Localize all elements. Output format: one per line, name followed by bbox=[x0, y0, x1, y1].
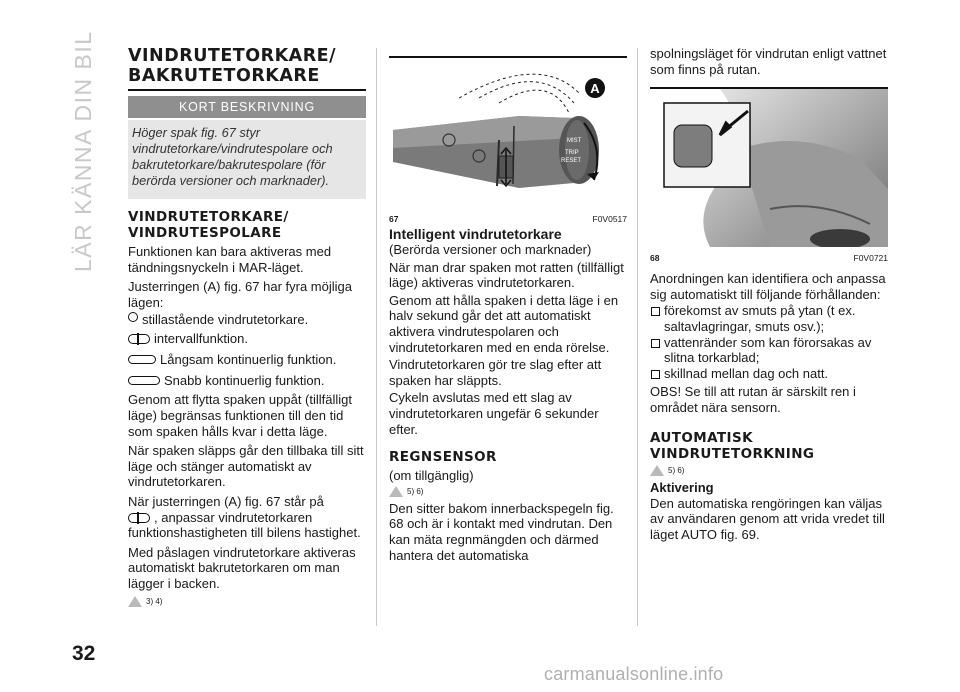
list-item bbox=[650, 303, 888, 334]
paragraph: När spaken släpps går den tillbaka till sitt läge och stänger automatiskt av vindrutetorkaren. bbox=[128, 443, 364, 490]
warning-reference bbox=[128, 596, 366, 607]
overview-bar: KORT BESKRIVNING bbox=[128, 96, 366, 118]
mode-label: Långsam kontinuerlig funktion. bbox=[160, 352, 337, 368]
section-heading-line-2: VINDRUTETORKNING bbox=[650, 445, 815, 462]
column-3 bbox=[650, 46, 888, 546]
watermark: carmanualsonline.info bbox=[544, 664, 724, 684]
lever-label-trip: TRIP bbox=[565, 150, 579, 156]
warning-reference bbox=[389, 486, 627, 497]
interval-position-icon bbox=[128, 513, 150, 523]
paragraph: (Berörda versioner och marknader) bbox=[389, 242, 592, 257]
list-item-text: vattenränder som kan förorsakas av slitna torkarblad; bbox=[664, 334, 872, 366]
figure-code: F0V0721 bbox=[853, 253, 888, 264]
list-item bbox=[650, 366, 888, 382]
side-section-label: LÄR KÄNNA DIN BIL bbox=[70, 30, 96, 272]
fast-position-icon bbox=[128, 376, 160, 385]
paragraph: Cykeln avslutas med ett slag av vindrutetorkaren ungefär 6 sekunder efter. bbox=[389, 390, 599, 437]
mode-slow bbox=[128, 351, 366, 368]
subheading-activation: Aktivering bbox=[650, 479, 714, 495]
warning-triangle-icon bbox=[650, 465, 664, 476]
section-heading-auto-wiping bbox=[650, 430, 888, 462]
lever-label-mist: MIST bbox=[567, 138, 582, 144]
section-heading-rain-sensor: REGNSENSOR bbox=[389, 449, 497, 466]
mode-label: Snabb kontinuerlig funktion. bbox=[164, 373, 325, 389]
column-divider bbox=[376, 48, 377, 626]
mode-label: stillastående vindrutetorkare. bbox=[142, 312, 309, 328]
page-title bbox=[128, 46, 366, 86]
paragraph: OBS! Se till att rutan är särskilt ren i området nära sensorn. bbox=[650, 384, 856, 415]
figure-number: 68 bbox=[650, 253, 660, 264]
title-rule bbox=[128, 89, 366, 91]
section-heading-wiper bbox=[128, 209, 366, 241]
paragraph: Genom att flytta spaken uppåt (tillfälligt läge) begränsas funktionen till den tid som spaken hålls kvar i detta läge. bbox=[128, 392, 353, 439]
list-item-text: skillnad mellan dag och natt. bbox=[664, 365, 829, 381]
figure-caption bbox=[389, 214, 627, 224]
figure-caption bbox=[650, 253, 888, 263]
wiper-lever-illustration bbox=[389, 58, 627, 208]
paragraph bbox=[128, 494, 366, 541]
paragraph: Den sitter bakom innerbackspegeln fig. 68 och är i kontakt med vindrutan. Den kan mäta regnmängden och därmed hantera det automatiska bbox=[389, 500, 614, 563]
checkbox-bullet-icon bbox=[651, 339, 660, 348]
subheading-intelligent-wiper: Intelligent vindrutetorkare bbox=[389, 226, 562, 242]
paragraph: spolningsläget för vindrutan enligt vattnet som finns på rutan. bbox=[650, 46, 887, 77]
paragraph: Med påslagen vindrutetorkare aktiveras automatiskt bakrutetorkaren om man lägger i backen. bbox=[128, 544, 356, 591]
paragraph: När man drar spaken mot ratten (tillfälligt läge) aktiveras vindrutetorkaren. bbox=[389, 259, 624, 291]
column-divider bbox=[637, 48, 638, 626]
figure-67 bbox=[389, 56, 627, 224]
section-heading-line-1: AUTOMATISK bbox=[650, 429, 753, 446]
figure-code: F0V0517 bbox=[592, 214, 627, 224]
reference-numbers: 5) 6) bbox=[668, 465, 685, 475]
checkbox-bullet-icon bbox=[651, 370, 660, 379]
page-number: 32 bbox=[72, 642, 96, 665]
mode-fast bbox=[128, 372, 366, 389]
rain-sensor-photo bbox=[650, 89, 888, 247]
paragraph: (om tillgänglig) bbox=[389, 468, 474, 484]
section-heading-line-1: VINDRUTETORKARE/ bbox=[128, 209, 289, 225]
off-position-icon bbox=[128, 312, 138, 322]
list-item bbox=[650, 335, 888, 366]
paragraph: Anordningen kan identifiera och anpassa sig automatiskt till följande förhållanden: bbox=[650, 271, 886, 302]
paragraph-part: , anpassar vindrutetorkaren funktionshastigheten till bilens hastighet. bbox=[128, 509, 361, 541]
paragraph: Funktionen kan bara aktiveras med tändningsnyckeln i MAR-läget. bbox=[128, 244, 332, 275]
lever-label-reset: RESET bbox=[561, 158, 582, 164]
paragraph-part: När justerringen (A) fig. 67 står på bbox=[128, 493, 324, 509]
interval-position-icon bbox=[128, 334, 150, 344]
warning-reference bbox=[650, 465, 888, 476]
section-heading-line-2: VINDRUTESPOLARE bbox=[128, 225, 282, 241]
page-title-line-2: BAKRUTETORKARE bbox=[128, 66, 320, 86]
checkbox-bullet-icon bbox=[651, 307, 660, 316]
column-2 bbox=[389, 56, 627, 567]
mode-interval bbox=[128, 330, 366, 347]
warning-triangle-icon bbox=[128, 596, 142, 607]
mode-off bbox=[128, 311, 366, 328]
reference-numbers: 5) 6) bbox=[407, 486, 424, 496]
overview-text: Höger spak fig. 67 styr vindrutetorkare/vindrutespolare och bakrutetorkare/bakrutespolare (för berörda versioner och marknader). bbox=[128, 120, 366, 199]
figure-68 bbox=[650, 87, 888, 263]
list-item-text: förekomst av smuts på ytan (t ex. saltavlagringar, smuts osv.); bbox=[664, 303, 856, 334]
slow-position-icon bbox=[128, 355, 156, 364]
paragraph: Vindrutetorkaren gör tre slag efter att spaken har släppts. bbox=[389, 357, 602, 388]
column-1 bbox=[128, 46, 366, 611]
figure-number: 67 bbox=[389, 214, 399, 224]
mode-label: intervallfunktion. bbox=[154, 331, 248, 347]
side-section-tab bbox=[66, 30, 106, 280]
reference-numbers: 3) 4) bbox=[146, 596, 163, 606]
paragraph: Genom att hålla spaken i detta läge i en halv sekund går det att automatiskt aktivera vindrutespolaren och vindrutetorkaren med en enda rörelse. bbox=[389, 292, 619, 355]
callout-a-label: A bbox=[590, 81, 600, 96]
paragraph: Justerringen (A) fig. 67 har fyra möjliga lägen: bbox=[128, 279, 352, 310]
page-title-line-1: VINDRUTETORKARE/ bbox=[128, 46, 337, 66]
paragraph: Den automatiska rengöringen kan väljas av användaren genom att vrida vredet till läget AUTO fig. 69. bbox=[650, 495, 885, 542]
warning-triangle-icon bbox=[389, 486, 403, 497]
